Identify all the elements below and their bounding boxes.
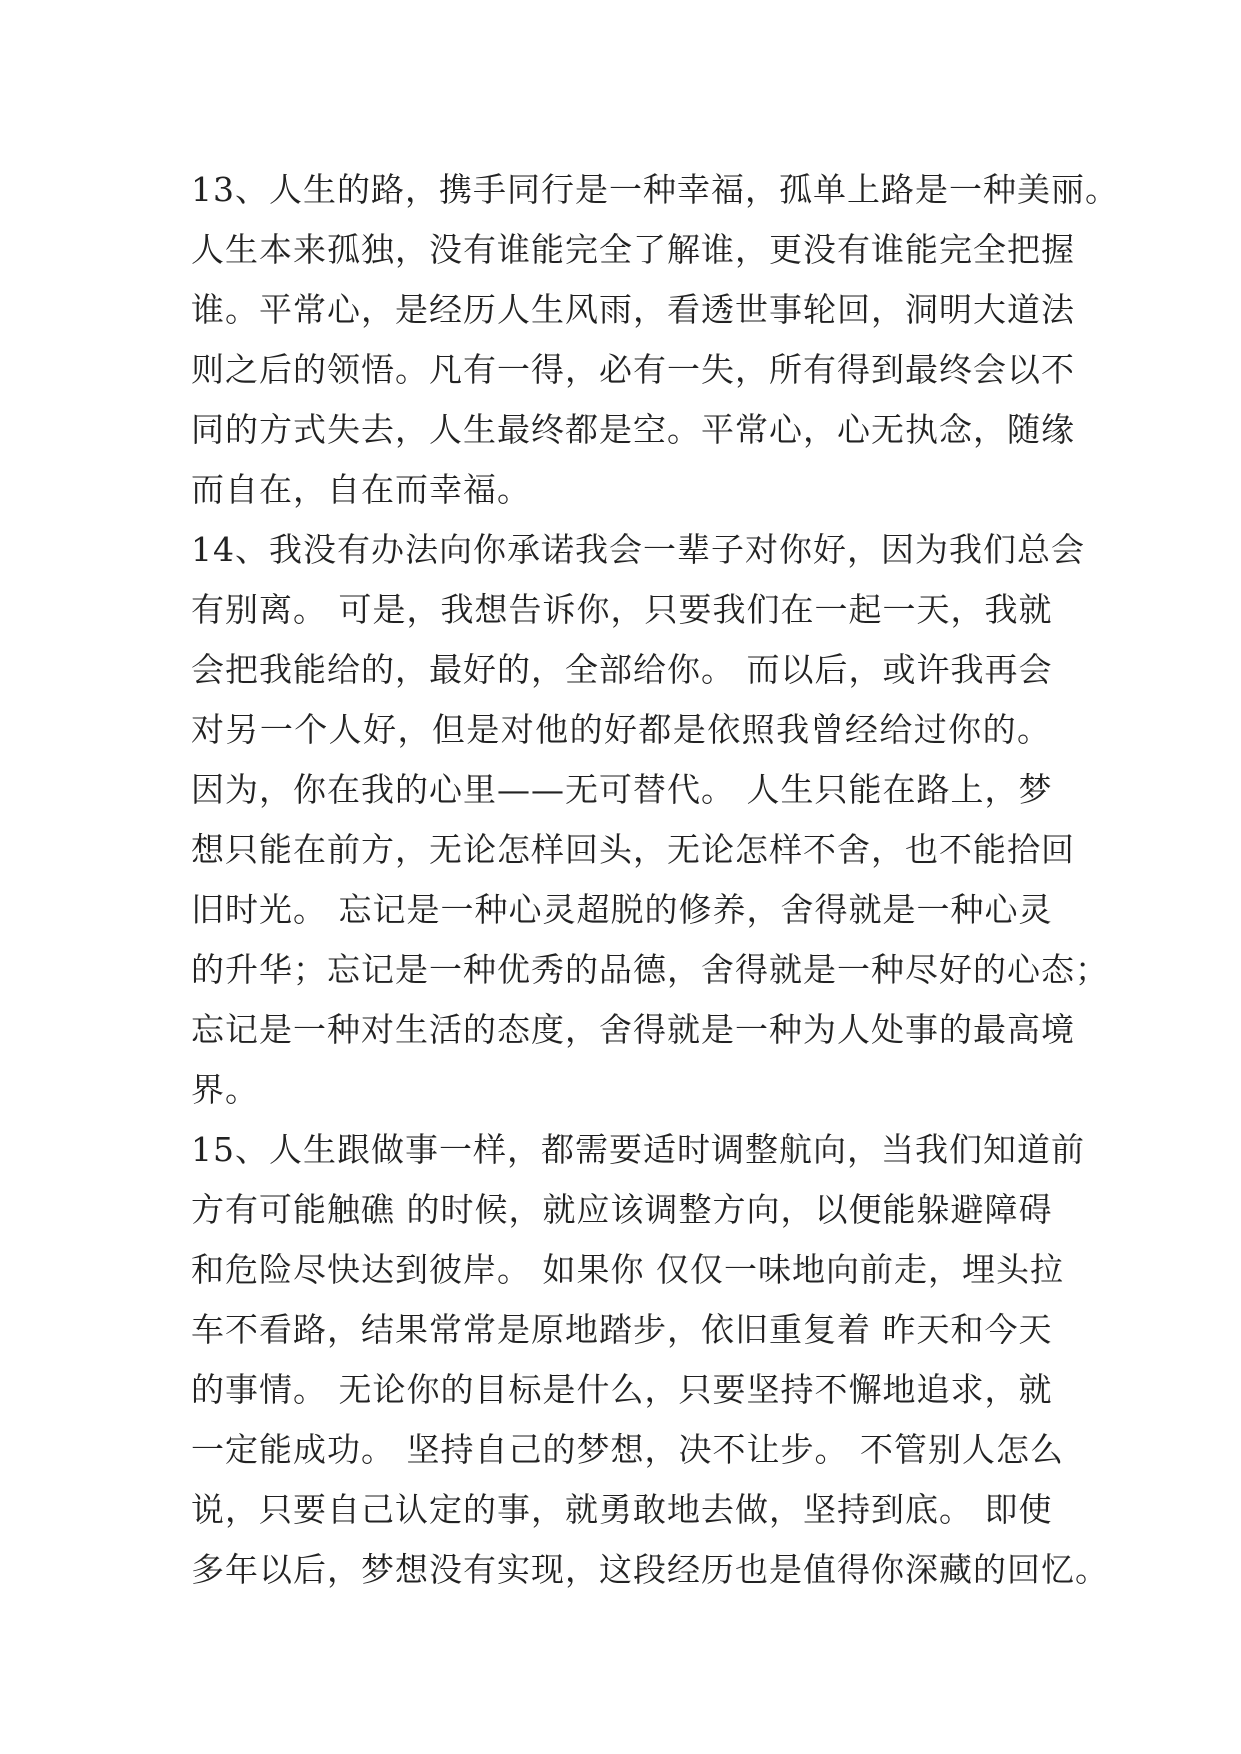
text-line: 界。 <box>191 1070 259 1109</box>
text-line: 方有可能触礁 的时候，就应该调整方向，以便能躲避障碍 <box>191 1190 1053 1229</box>
paragraph-13 <box>191 160 1119 520</box>
text-line: 一定能成功。 坚持自己的梦想，决不让步。 不管别人怎么 <box>191 1430 1064 1469</box>
text-line: 旧时光。 忘记是一种心灵超脱的修养，舍得就是一种心灵 <box>191 890 1053 929</box>
text-line: 和危险尽快达到彼岸。 如果你 仅仅一味地向前走，埋头拉 <box>191 1250 1064 1289</box>
text-line: 谁。平常心，是经历人生风雨，看透世事轮回，洞明大道法 <box>191 290 1075 329</box>
text-line: 多年以后，梦想没有实现，这段经历也是值得你深藏的回忆。 <box>191 1550 1109 1589</box>
text-line: 则之后的领悟。凡有一得，必有一失，所有得到最终会以不 <box>191 350 1075 389</box>
text-line: 车不看路，结果常常是原地踏步，依旧重复着 昨天和今天 <box>191 1310 1053 1349</box>
paragraph-15 <box>191 1120 1109 1600</box>
text-line: 的事情。 无论你的目标是什么，只要坚持不懈地追求，就 <box>191 1370 1053 1409</box>
text-line: 15、人生跟做事一样，都需要适时调整航向，当我们知道前 <box>191 1130 1085 1169</box>
text-line: 忘记是一种对生活的态度，舍得就是一种为人处事的最高境 <box>191 1010 1075 1049</box>
text-line: 而自在，自在而幸福。 <box>191 470 531 509</box>
text-line: 14、我没有办法向你承诺我会一辈子对你好，因为我们总会 <box>191 530 1085 569</box>
text-line: 13、人生的路，携手同行是一种幸福，孤单上路是一种美丽。 <box>191 170 1119 209</box>
text-line: 因为，你在我的心里——无可替代。 人生只能在路上，梦 <box>191 770 1053 809</box>
text-line: 的升华；忘记是一种优秀的品德，舍得就是一种尽好的心态； <box>191 950 1109 989</box>
text-line: 有别离。 可是，我想告诉你，只要我们在一起一天，我就 <box>191 590 1053 629</box>
text-line: 想只能在前方，无论怎样回头，无论怎样不舍，也不能拾回 <box>191 830 1075 869</box>
text-line: 人生本来孤独，没有谁能完全了解谁，更没有谁能完全把握 <box>191 230 1075 269</box>
text-line: 对另一个人好，但是对他的好都是依照我曾经给过你的。 <box>191 710 1051 749</box>
text-line: 说，只要自己认定的事，就勇敢地去做，坚持到底。 即使 <box>191 1490 1053 1529</box>
document-body <box>191 160 1119 1600</box>
text-line: 会把我能给的，最好的，全部给你。 而以后，或许我再会 <box>191 650 1053 689</box>
text-line: 同的方式失去，人生最终都是空。平常心，心无执念，随缘 <box>191 410 1075 449</box>
paragraph-14 <box>191 520 1109 1120</box>
